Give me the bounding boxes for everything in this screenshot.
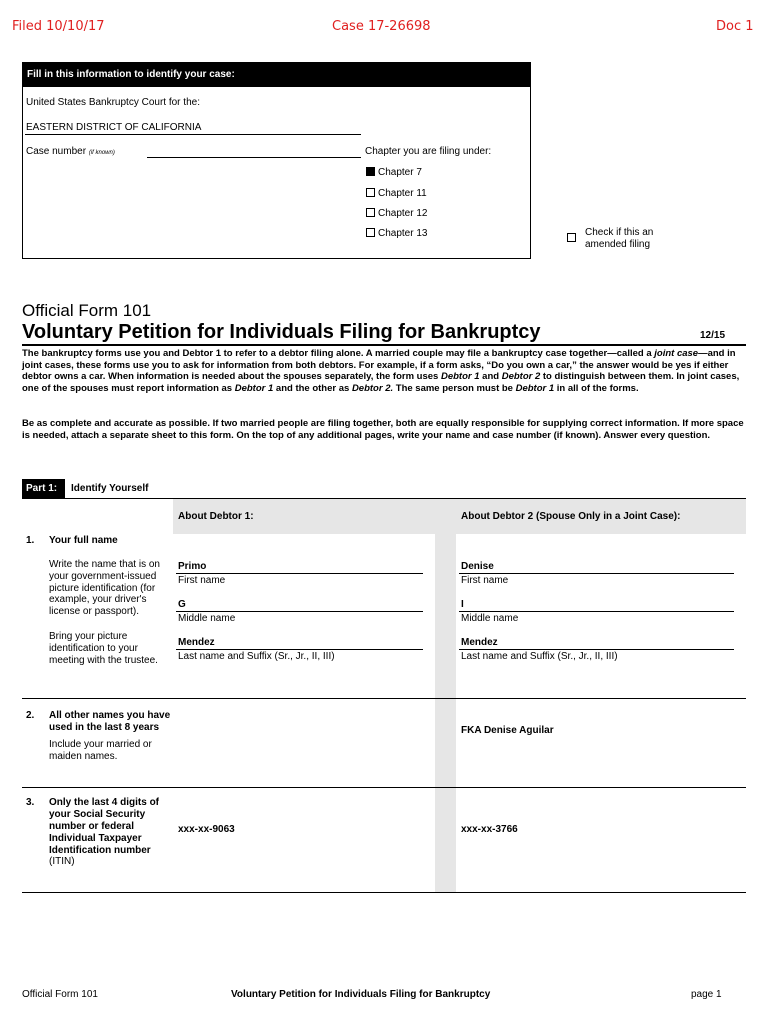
chapter-13-checkbox[interactable] <box>366 228 375 237</box>
chapter-11-label: Chapter 11 <box>378 188 427 199</box>
case-number-hint: (if known) <box>88 150 115 156</box>
filed-date: Filed 10/10/17 <box>12 19 105 34</box>
debtor1-first-name[interactable]: Primo <box>178 561 207 572</box>
debtor2-last-label: Last name and Suffix (Sr., Jr., II, III) <box>461 651 618 662</box>
chapter-12-label: Chapter 12 <box>378 208 428 219</box>
chapter-13-label: Chapter 13 <box>378 228 428 239</box>
q3-label-tail: (ITIN) <box>49 856 75 867</box>
q1-help-1: Write the name that is on your government-issued picture identification (for example, your driver's license or passport). <box>49 559 160 618</box>
debtor2-other-names[interactable]: FKA Denise Aguilar <box>461 725 554 736</box>
q2-label: All other names you have used in the last 8 years <box>49 710 171 733</box>
chapter-13-option[interactable] <box>366 228 427 240</box>
chapter-label: Chapter you are filing under: <box>365 146 492 157</box>
form-number: Official Form 101 <box>22 301 152 320</box>
case-number-header: Case 17-26698 <box>332 19 431 34</box>
chapter-7-label: Chapter 7 <box>378 167 422 178</box>
debtor1-middle-name[interactable]: G <box>178 599 186 610</box>
debtor1-first-label: First name <box>178 575 226 586</box>
debtor1-ssn[interactable]: xxx-xx-9063 <box>178 824 235 835</box>
chapter-7-option[interactable] <box>366 167 422 179</box>
chapter-12-checkbox[interactable] <box>366 208 375 217</box>
footer-form-title: Voluntary Petition for Individuals Filing for Bankruptcy <box>231 989 491 1000</box>
debtor1-middle-label: Middle name <box>178 613 236 624</box>
debtor2-middle-name[interactable]: I <box>461 599 464 610</box>
district-value[interactable]: EASTERN DISTRICT OF CALIFORNIA <box>26 122 202 133</box>
form-version: 12/15 <box>700 330 726 341</box>
part1-tag: Part 1: <box>22 479 65 498</box>
intro-paragraph-2: Be as complete and accurate as possible. If two married people are filing together, both are equally responsible for supplying correct information. If more space is needed, attach a separate sheet to this form. On the top of any additional pages, write your name and case number (if known). Answer every question. <box>22 418 744 441</box>
debtor2-first-name[interactable]: Denise <box>461 561 494 572</box>
amended-line-2: amended filing <box>585 239 651 250</box>
chapter-12-option[interactable] <box>366 208 427 220</box>
identify-case-box <box>22 62 531 259</box>
case-number-label <box>26 146 115 159</box>
amended-filing-checkbox[interactable] <box>567 228 579 246</box>
form-title: Voluntary Petition for Individuals Filing for Bankruptcy <box>22 321 541 343</box>
q1-label: Your full name <box>49 535 118 546</box>
amended-filing-label <box>585 227 653 251</box>
q2-help: Include your married or maiden names. <box>49 739 152 762</box>
chapter-11-checkbox[interactable] <box>366 188 375 197</box>
amended-line-1: Check if this an <box>585 227 654 238</box>
intro-paragraph-1: The bankruptcy forms use you and Debtor 1 to refer to a debtor filing alone. A married couple may file a bankruptcy case together—called a joint case—and in joint cases, these forms use you to ask for information from both debtors. For example, if a form asks, “Do you own a car,” the answer would be yes if either debtor owns a car. When information is needed about the spouses separately, the form uses Debtor 1 and Debtor 2 to distinguish between them. In joint cases, one of the spouses must report information as Debtor 1 and the other as Debtor 2. The same person must be Debtor 1 in all of the forms. <box>22 348 740 394</box>
identify-box-title: Fill in this information to identify your case: <box>23 63 530 87</box>
debtor2-first-label: First name <box>461 575 509 586</box>
debtor2-last-name[interactable]: Mendez <box>461 637 498 648</box>
part1-title: Identify Yourself <box>71 483 149 494</box>
debtor2-middle-label: Middle name <box>461 613 519 624</box>
chapter-11-option[interactable] <box>366 188 427 200</box>
q3-number: 3. <box>26 797 35 808</box>
footer-page-number: page 1 <box>691 989 722 1000</box>
col-debtor2-header: About Debtor 2 (Spouse Only in a Joint Case): <box>461 511 681 522</box>
q1-help-2: Bring your picture identification to your meeting with the trustee. <box>49 631 158 666</box>
debtor2-ssn[interactable]: xxx-xx-3766 <box>461 824 518 835</box>
q1-number: 1. <box>26 535 35 546</box>
chapter-7-checkbox[interactable] <box>366 167 375 176</box>
footer-form-number: Official Form 101 <box>22 989 98 1000</box>
debtor1-last-label: Last name and Suffix (Sr., Jr., II, III) <box>178 651 335 662</box>
column-divider <box>435 534 456 892</box>
debtor1-last-name[interactable]: Mendez <box>178 637 215 648</box>
doc-number: Doc 1 <box>716 19 754 34</box>
col-debtor1-header: About Debtor 1: <box>178 511 254 522</box>
court-label: United States Bankruptcy Court for the: <box>26 97 200 108</box>
q3-label: Only the last 4 digits of your Social Security number or federal Individual Taxpayer Identification number <box>49 797 160 856</box>
case-number-label-text: Case number <box>26 146 87 157</box>
q2-number: 2. <box>26 710 35 721</box>
